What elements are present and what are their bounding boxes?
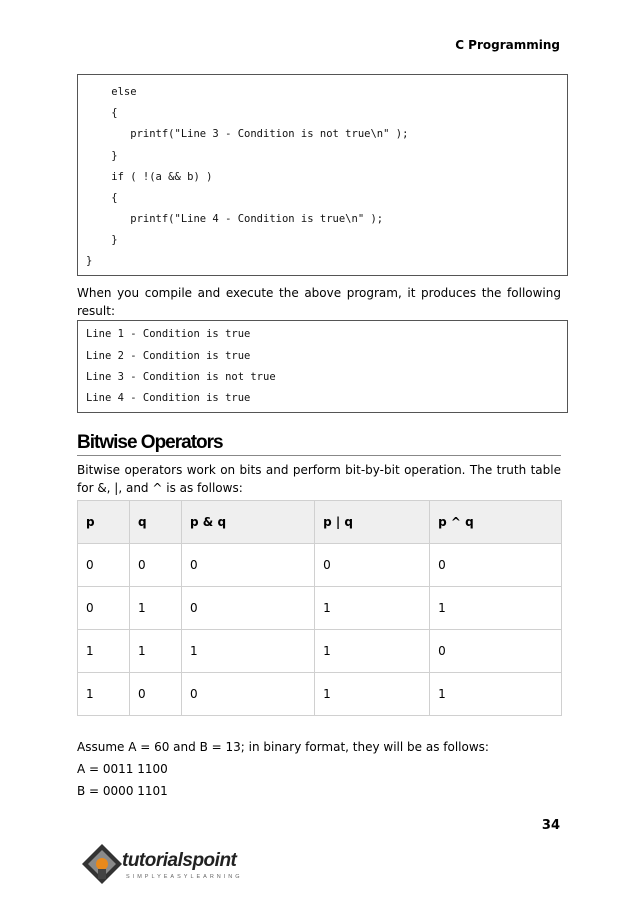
table-cell: 0 <box>182 673 315 716</box>
code-line: { <box>86 192 118 204</box>
table-row <box>78 673 562 716</box>
a-value-line: A = 0011 1100 <box>77 762 168 776</box>
tutorialspoint-logo <box>78 842 258 892</box>
table-cell: 0 <box>130 673 182 716</box>
assume-paragraph: Assume A = 60 and B = 13; in binary format, they will be as follows: <box>77 740 489 754</box>
table-cell: 1 <box>130 630 182 673</box>
logo-tagline: SIMPLYEASYLEARNING <box>126 874 243 880</box>
table-cell: 0 <box>182 587 315 630</box>
output-block <box>77 320 568 413</box>
table-cell: 1 <box>315 630 430 673</box>
table-cell: 0 <box>430 544 562 587</box>
bitwise-intro-paragraph: Bitwise operators work on bits and perform bit-by-bit operation. The truth table for &, |, and ^ is as follows: <box>77 463 561 495</box>
table-cell: 1 <box>78 630 130 673</box>
intro-paragraph: When you compile and execute the above program, it produces the following result: <box>77 286 561 318</box>
table-cell: 1 <box>430 587 562 630</box>
output-line: Line 1 - Condition is true <box>86 328 251 340</box>
code-line: else <box>86 86 137 98</box>
table-row <box>78 587 562 630</box>
table-header-row <box>78 501 562 544</box>
output-line: Line 4 - Condition is true <box>86 392 251 404</box>
table-cell: 1 <box>430 673 562 716</box>
code-line: } <box>86 234 118 246</box>
running-header: C Programming <box>455 38 560 52</box>
column-header: p | q <box>315 501 430 544</box>
table-row <box>78 630 562 673</box>
table-cell: 0 <box>182 544 315 587</box>
table-cell: 0 <box>315 544 430 587</box>
code-line: } <box>86 150 118 162</box>
output-line: Line 2 - Condition is true <box>86 350 251 362</box>
table-cell: 1 <box>315 673 430 716</box>
page-number: 34 <box>541 818 560 833</box>
table-cell: 1 <box>315 587 430 630</box>
logo-wordmark: tutorialspoint <box>122 850 237 871</box>
column-header: p <box>78 501 130 544</box>
output-line: Line 3 - Condition is not true <box>86 371 276 383</box>
table-cell: 0 <box>430 630 562 673</box>
section-heading: Bitwise Operators <box>77 432 561 456</box>
table-cell: 0 <box>78 587 130 630</box>
code-line: printf("Line 3 - Condition is not true\n" ); <box>86 128 409 140</box>
b-value-line: B = 0000 1101 <box>77 784 168 798</box>
column-header: q <box>130 501 182 544</box>
code-block <box>77 74 568 276</box>
code-line: printf("Line 4 - Condition is true\n" ); <box>86 213 384 225</box>
table-cell: 0 <box>78 544 130 587</box>
table-cell: 1 <box>130 587 182 630</box>
table-row <box>78 544 562 587</box>
column-header: p & q <box>182 501 315 544</box>
code-line: if ( !(a && b) ) <box>86 171 213 183</box>
code-line: { <box>86 107 118 119</box>
table-cell: 1 <box>78 673 130 716</box>
table-cell: 1 <box>182 630 315 673</box>
code-line: } <box>86 255 93 267</box>
truth-table <box>77 500 562 716</box>
column-header: p ^ q <box>430 501 562 544</box>
table-cell: 0 <box>130 544 182 587</box>
